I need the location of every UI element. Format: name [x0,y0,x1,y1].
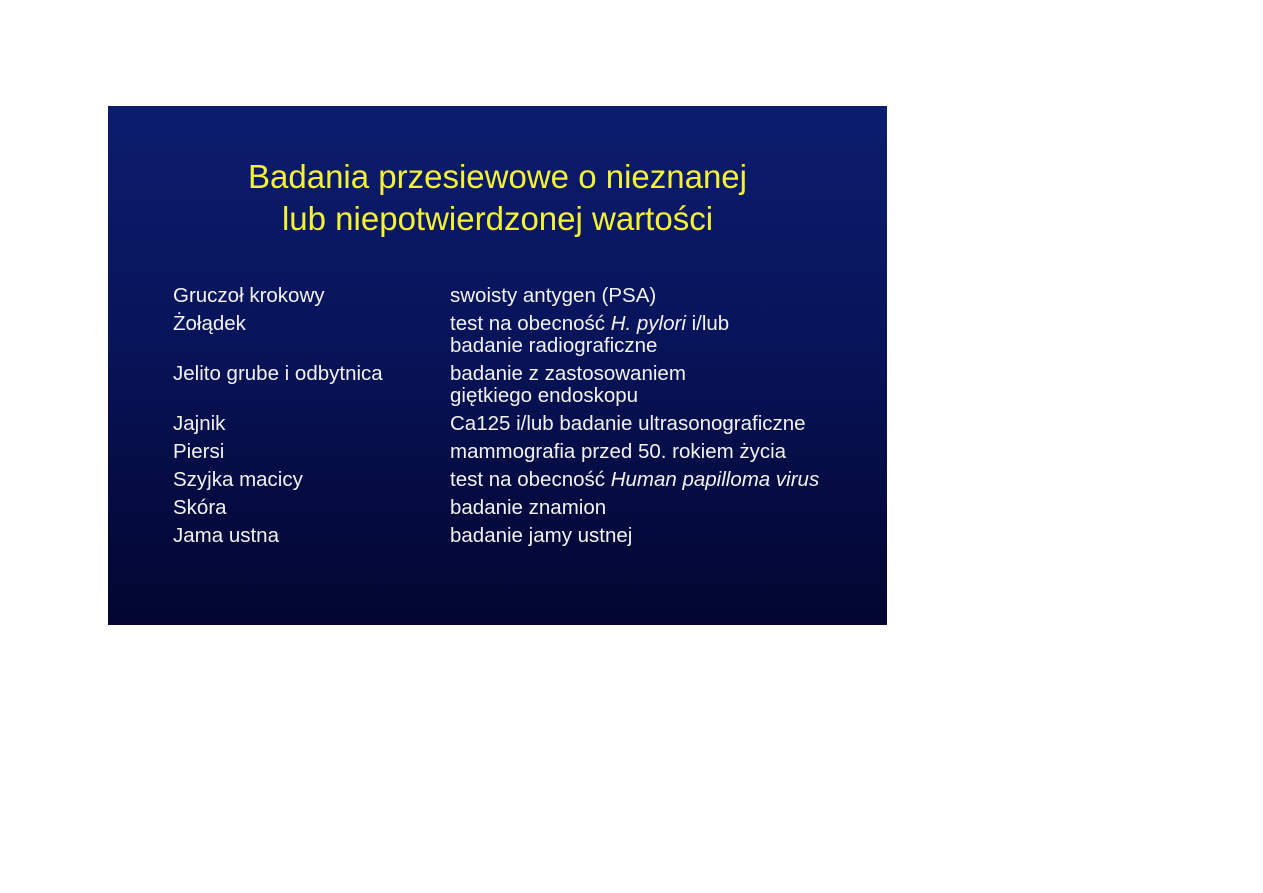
organ-label: Jajnik [173,412,226,435]
organ-label: Żołądek [173,312,246,335]
test-text: i/lub [685,312,730,335]
test-line: swoisty antygen (PSA) [450,284,657,307]
test-description [450,313,873,357]
organ-label: Jama ustna [173,524,279,547]
test-description [450,525,873,547]
test-description [450,363,873,407]
organ-label: Skóra [173,496,227,519]
test-description [450,497,873,519]
test-description [450,469,873,491]
slide-title-line-2: lub niepotwierdzonej wartości [281,200,714,237]
table-row [173,525,873,547]
table-row [173,469,873,491]
test-line: badanie radiograficzne [450,334,658,357]
test-description [450,413,873,435]
test-line: badanie jamy ustnej [450,524,633,547]
test-description [450,285,873,307]
screening-table [173,285,873,553]
table-row [173,497,873,519]
test-line: badanie z zastosowaniem [450,362,686,385]
test-text: test na obecność [450,468,611,491]
test-line: mammografia przed 50. rokiem życia [450,440,787,463]
test-line: badanie znamion [450,496,607,519]
organ-label: Piersi [173,440,225,463]
test-text: test na obecność [450,312,611,335]
test-line: giętkiego endoskopu [450,384,639,407]
table-row [173,313,873,357]
test-text-italic: Human papilloma virus [610,468,820,491]
table-row [173,413,873,435]
test-line [450,313,873,335]
slide-title-line-1: Badania przesiewowe o nieznanej [248,158,747,195]
presentation-slide [108,106,887,625]
table-row [173,285,873,307]
slide-title [108,156,887,240]
organ-label: Jelito grube i odbytnica [173,362,383,385]
organ-label: Gruczoł krokowy [173,284,325,307]
table-row [173,441,873,463]
test-line [450,469,873,491]
test-text-italic: H. pylori [610,312,686,335]
organ-label: Szyjka macicy [173,468,303,491]
test-description [450,441,873,463]
test-line: Ca125 i/lub badanie ultrasonograficzne [450,412,806,435]
table-row [173,363,873,407]
